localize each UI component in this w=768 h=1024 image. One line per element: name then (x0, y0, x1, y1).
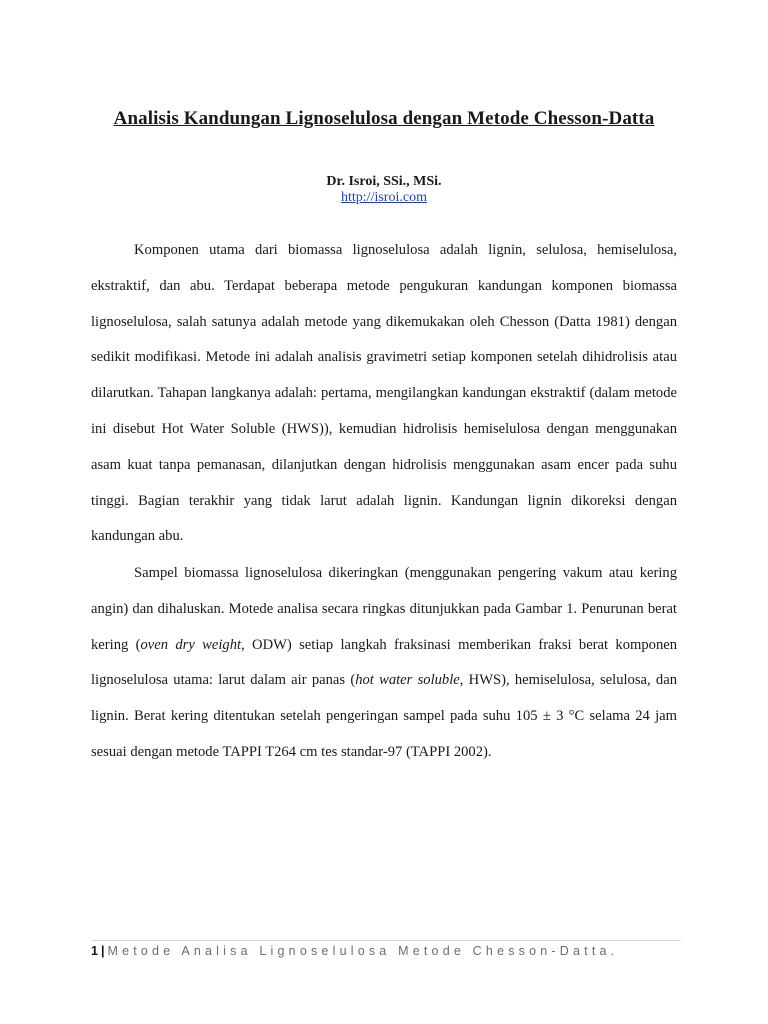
paragraph-1-text: Komponen utama dari biomassa lignoselulosa adalah lignin, selulosa, hemiselulosa, ekstraktif, dan abu. Terdapat beberapa metode pengukuran kandungan komponen biomassa lignoselulosa, salah satunya adalah metode yang dikemukakan oleh Chesson (Datta 1981) dengan sedikit modifikasi. Metode ini adalah analisis gravimetri setiap komponen setelah dihidrolisis atau dilarutkan. Tahapan langkanya adalah: pertama, mengilangkan kandungan ekstraktif (dalam metode ini disebut Hot Water Soluble (HWS)), kemudian hidrolisis hemiselulosa dengan menggunakan asam kuat tanpa pemanasan, dilanjutkan dengan hidrolisis menggunakan asam encer pada suhu tinggi. Bagian terakhir yang tidak larut adalah lignin. Kandungan lignin dikoreksi dengan kandungan abu. (91, 242, 677, 545)
paragraph-2-text-a: Sampel biomassa lignoselulosa dikeringkan (menggunakan pengering vakum atau kering angin) dan dihaluskan. Motede analisa secara ringkas ditunjukkan pada Gambar 1. Penurunan berat kering ( (91, 565, 677, 653)
paragraph-1 (91, 233, 677, 555)
paragraph-2-text-c: , HWS), hemiselulosa, selulosa, dan lignin. Berat kering ditentukan setelah pengeringan sampel pada suhu 105 ± 3 °C selama 24 jam sesuai dengan metode TAPPI T264 cm tes standar-97 (TAPPI 2002). (91, 672, 677, 760)
paragraph-2-text-b: , ODW) setiap langkah fraksinasi memberikan fraksi berat komponen lignoselulosa utama: larut dalam air panas ( (91, 636, 678, 689)
footer-separator: | (100, 944, 105, 958)
paragraph-2-italic-term-2: hot water soluble (355, 672, 460, 689)
footer-divider (91, 940, 681, 941)
author-website-link[interactable]: http://isroi.com (341, 190, 427, 205)
paragraph-2-italic-term-1: oven dry weight (140, 636, 242, 653)
author-name: Dr. Isroi, SSi., MSi. (326, 174, 442, 189)
paragraph-2 (91, 556, 677, 771)
page-footer (91, 944, 618, 958)
document-title: Analisis Kandungan Lignoselulosa dengan Metode Chesson-Datta (113, 108, 655, 129)
footer-running-title: Metode Analisa Lignoselulosa Metode Chesson-Datta. (107, 944, 619, 958)
page-number: 1 (91, 944, 98, 958)
